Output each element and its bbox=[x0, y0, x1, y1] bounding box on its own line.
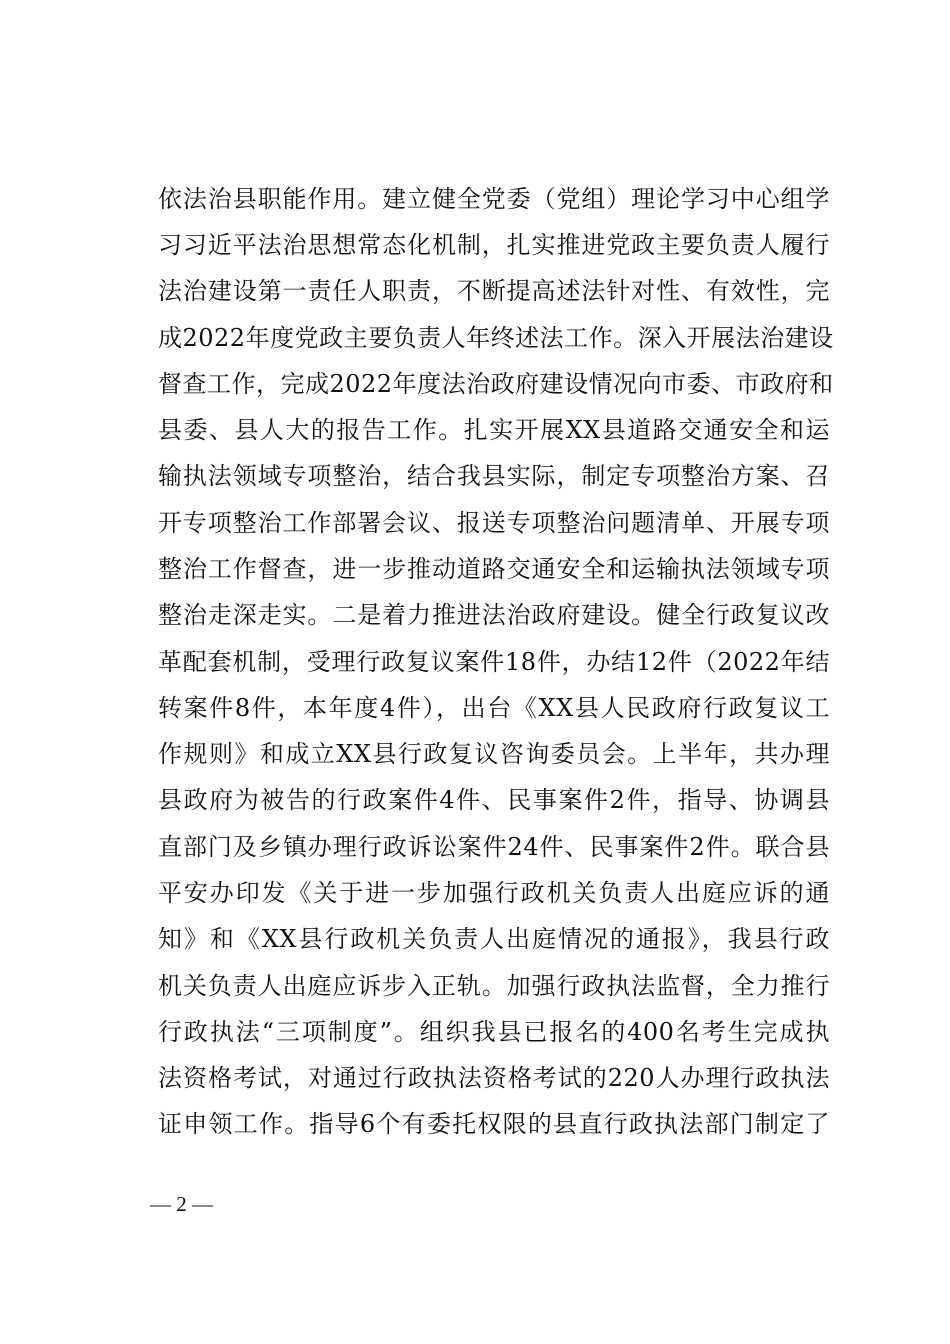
text-line: 县委、县人大的报告工作。扎实开展XX县道路交通安全和运 bbox=[158, 416, 830, 444]
text-line: 输执法领域专项整治，结合我县实际，制定专项整治方案、召 bbox=[158, 462, 830, 490]
text-line: 习习近平法治思想常态化机制，扎实推进党政主要负责人履行 bbox=[158, 231, 830, 259]
text-line: 作规则》和成立XX县行政复议咨询委员会。上半年，共办理 bbox=[158, 740, 830, 768]
text-line: 法资格考试，对通过行政执法资格考试的220人办理行政执法 bbox=[158, 1064, 830, 1092]
text-line: 行政执法“三项制度”。组织我县已报名的400名考生完成执 bbox=[158, 1018, 830, 1046]
text-line: 依法治县职能作用。建立健全党委（党组）理论学习中心组学 bbox=[158, 185, 830, 213]
text-line: 知》和《XX县行政机关负责人出庭情况的通报》，我县行政 bbox=[158, 925, 830, 953]
text-line: 转案件8件，本年度4件），出台《XX县人民政府行政复议工 bbox=[158, 694, 830, 722]
text-line: 法治建设第一责任人职责，不断提高述法针对性、有效性，完 bbox=[158, 277, 830, 305]
text-line: 平安办印发《关于进一步加强行政机关负责人出庭应诉的通 bbox=[158, 879, 830, 907]
text-line: 整治工作督查，进一步推动道路交通安全和运输执法领域专项 bbox=[158, 555, 830, 583]
text-line: 开专项整治工作部署会议、报送专项整治问题清单、开展专项 bbox=[158, 509, 830, 537]
text-line: 整治走深走实。二是着力推进法治政府建设。健全行政复议改 bbox=[158, 601, 830, 629]
text-line: 督查工作，完成2022年度法治政府建设情况向市委、市政府和 bbox=[158, 370, 834, 398]
text-line: 直部门及乡镇办理行政诉讼案件24件、民事案件2件。联合县 bbox=[158, 833, 830, 861]
text-line: 革配套机制，受理行政复议案件18件，办结12件（2022年结 bbox=[158, 648, 830, 676]
text-line: 县政府为被告的行政案件4件、民事案件2件，指导、协调县 bbox=[158, 786, 830, 814]
text-line: 证申领工作。指导6个有委托权限的县直行政执法部门制定了 bbox=[158, 1110, 830, 1138]
page-number: — 2 — bbox=[150, 1192, 213, 1216]
text-line: 成2022年度党政主要负责人年终述法工作。深入开展法治建设 bbox=[158, 324, 834, 352]
text-line: 机关负责人出庭应诉步入正轨。加强行政执法监督，全力推行 bbox=[158, 972, 830, 1000]
